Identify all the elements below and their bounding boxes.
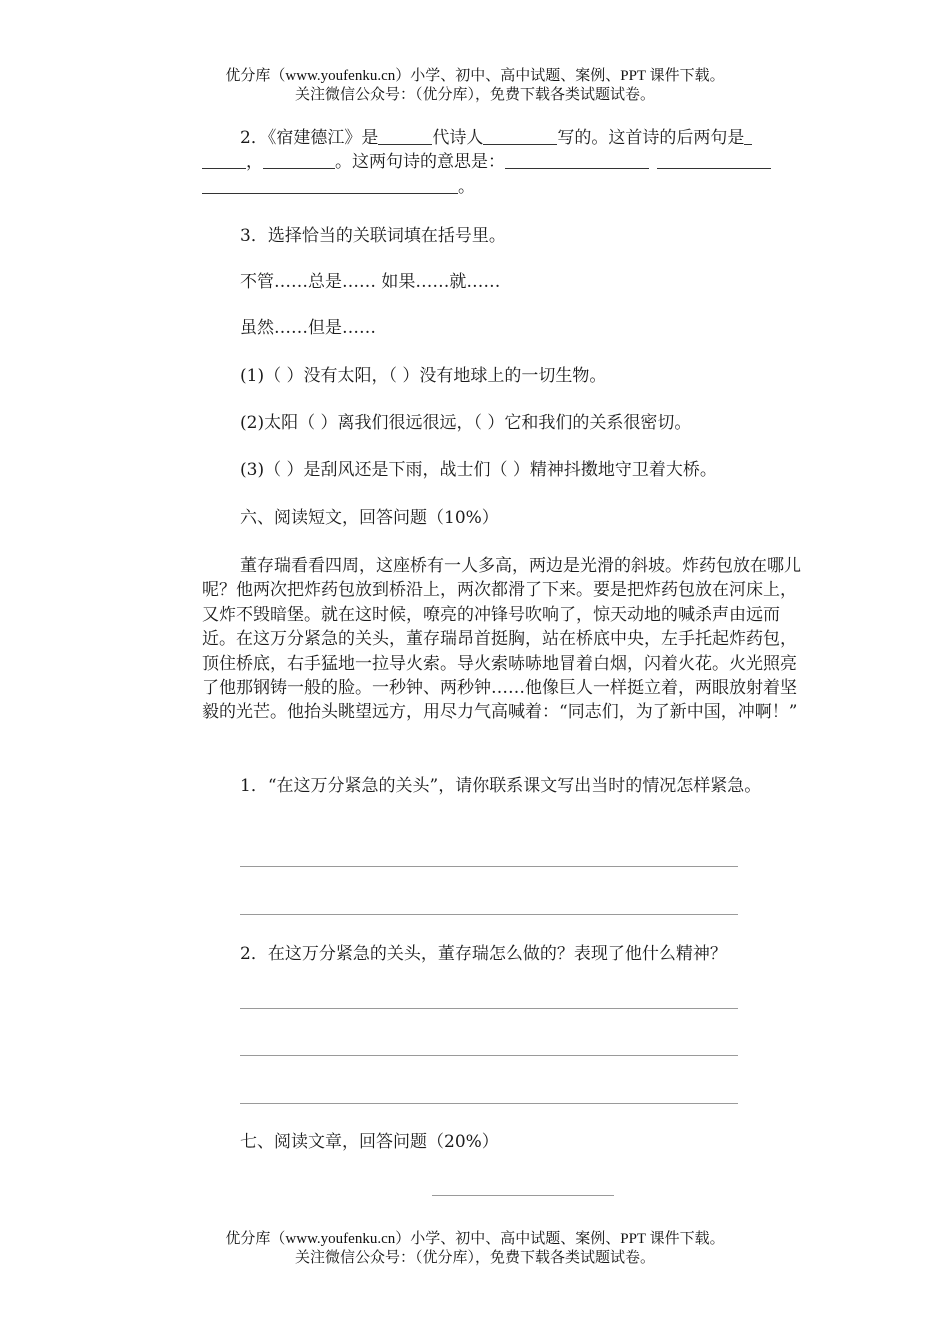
blank-poet[interactable] xyxy=(483,126,557,145)
passage-text: 董存瑞看看四周，这座桥有一人多高，两边是光滑的斜坡。炸药包放在哪儿呢？他两次把炸药包放到桥沿上，两次都滑了下来。要是把炸药包放在河床上，又炸不毁暗堡。就在这时候，嘹亮的冲锋号吹响了，惊天动地的喊杀声由远而近。在这万分紧急的关头，董存瑞昂首挺胸，站在桥底中央，左手托起炸药包，顶住桥底，右手猛地一拉导火索。导火索哧哧地冒着白烟，闪着火花。火光照亮了他那钢铸一般的脸。一秒钟、两秒钟……他像巨人一样挺立着，两眼放射着坚毅的光芒。他抬头眺望远方，用尽力气高喊着：“同志们，为了新中国，冲啊！” xyxy=(202,556,801,723)
section-6-title: 六、阅读短文，回答问题（10%） xyxy=(240,508,499,528)
q2-text-1: 2．《宿建德江》是 xyxy=(240,128,379,148)
section-6-question-2: 2．在这万分紧急的关头，董存瑞怎么做的？表现了他什么精神？ xyxy=(240,944,727,964)
q2-text-4: ， xyxy=(246,152,263,173)
q3-item-2: (2)太阳（ ）离我们很远很远，（ ）它和我们的关系很密切。 xyxy=(240,413,692,433)
blank-verse-2[interactable] xyxy=(263,150,335,169)
q3-options-line-1: 不管……总是…… 如果……就…… xyxy=(240,272,501,292)
blank-meaning-3[interactable] xyxy=(202,175,458,194)
question-2-poem xyxy=(202,126,808,199)
reading-passage xyxy=(202,554,806,725)
page-header xyxy=(0,67,950,105)
blank-dynasty[interactable] xyxy=(378,126,432,145)
blank-meaning-1[interactable] xyxy=(505,150,649,169)
q3-item-3: (3)（ ）是刮风还是下雨，战士们（ ）精神抖擞地守卫着大桥。 xyxy=(240,460,717,480)
blank-line-start[interactable] xyxy=(744,126,752,145)
q3-item-1: (1)（ ）没有太阳，（ ）没有地球上的一切生物。 xyxy=(240,366,607,386)
section-6-question-1 xyxy=(202,774,806,798)
answer-line[interactable] xyxy=(240,866,738,867)
q2-text-2: 代诗人 xyxy=(432,128,484,148)
answer-line[interactable] xyxy=(240,914,738,915)
q2-text-6: 。 xyxy=(458,176,475,197)
s6-q1-text: 1．“在这万分紧急的关头”，请你联系课文写出当时的情况怎样紧急。 xyxy=(240,776,762,796)
q2-text-3: 写的。这首诗的后两句是 xyxy=(557,128,745,148)
header-line-1: 优分库（www.youfenku.cn）小学、初中、高中试题、案例、PPT 课件下载。 xyxy=(225,68,725,84)
divider-line xyxy=(432,1195,614,1196)
answer-line[interactable] xyxy=(240,1103,738,1104)
footer-line-1: 优分库（www.youfenku.cn）小学、初中、高中试题、案例、PPT 课件下载。 xyxy=(225,1231,725,1247)
page-footer xyxy=(0,1230,950,1268)
header-line-2: 关注微信公众号：（优分库），免费下载各类试题试卷。 xyxy=(294,87,655,103)
footer-line-2: 关注微信公众号：（优分库），免费下载各类试题试卷。 xyxy=(294,1250,655,1266)
question-3-prompt: 3．选择恰当的关联词填在括号里。 xyxy=(240,226,506,246)
q2-text-5: 。这两句诗的意思是： xyxy=(335,152,505,173)
q3-options-line-2: 虽然……但是…… xyxy=(240,318,376,338)
blank-verse-1[interactable] xyxy=(202,150,246,169)
section-7-title: 七、阅读文章，回答问题（20%） xyxy=(240,1132,499,1152)
answer-line[interactable] xyxy=(240,1055,738,1056)
answer-line[interactable] xyxy=(240,1008,738,1009)
blank-meaning-2[interactable] xyxy=(657,150,771,169)
